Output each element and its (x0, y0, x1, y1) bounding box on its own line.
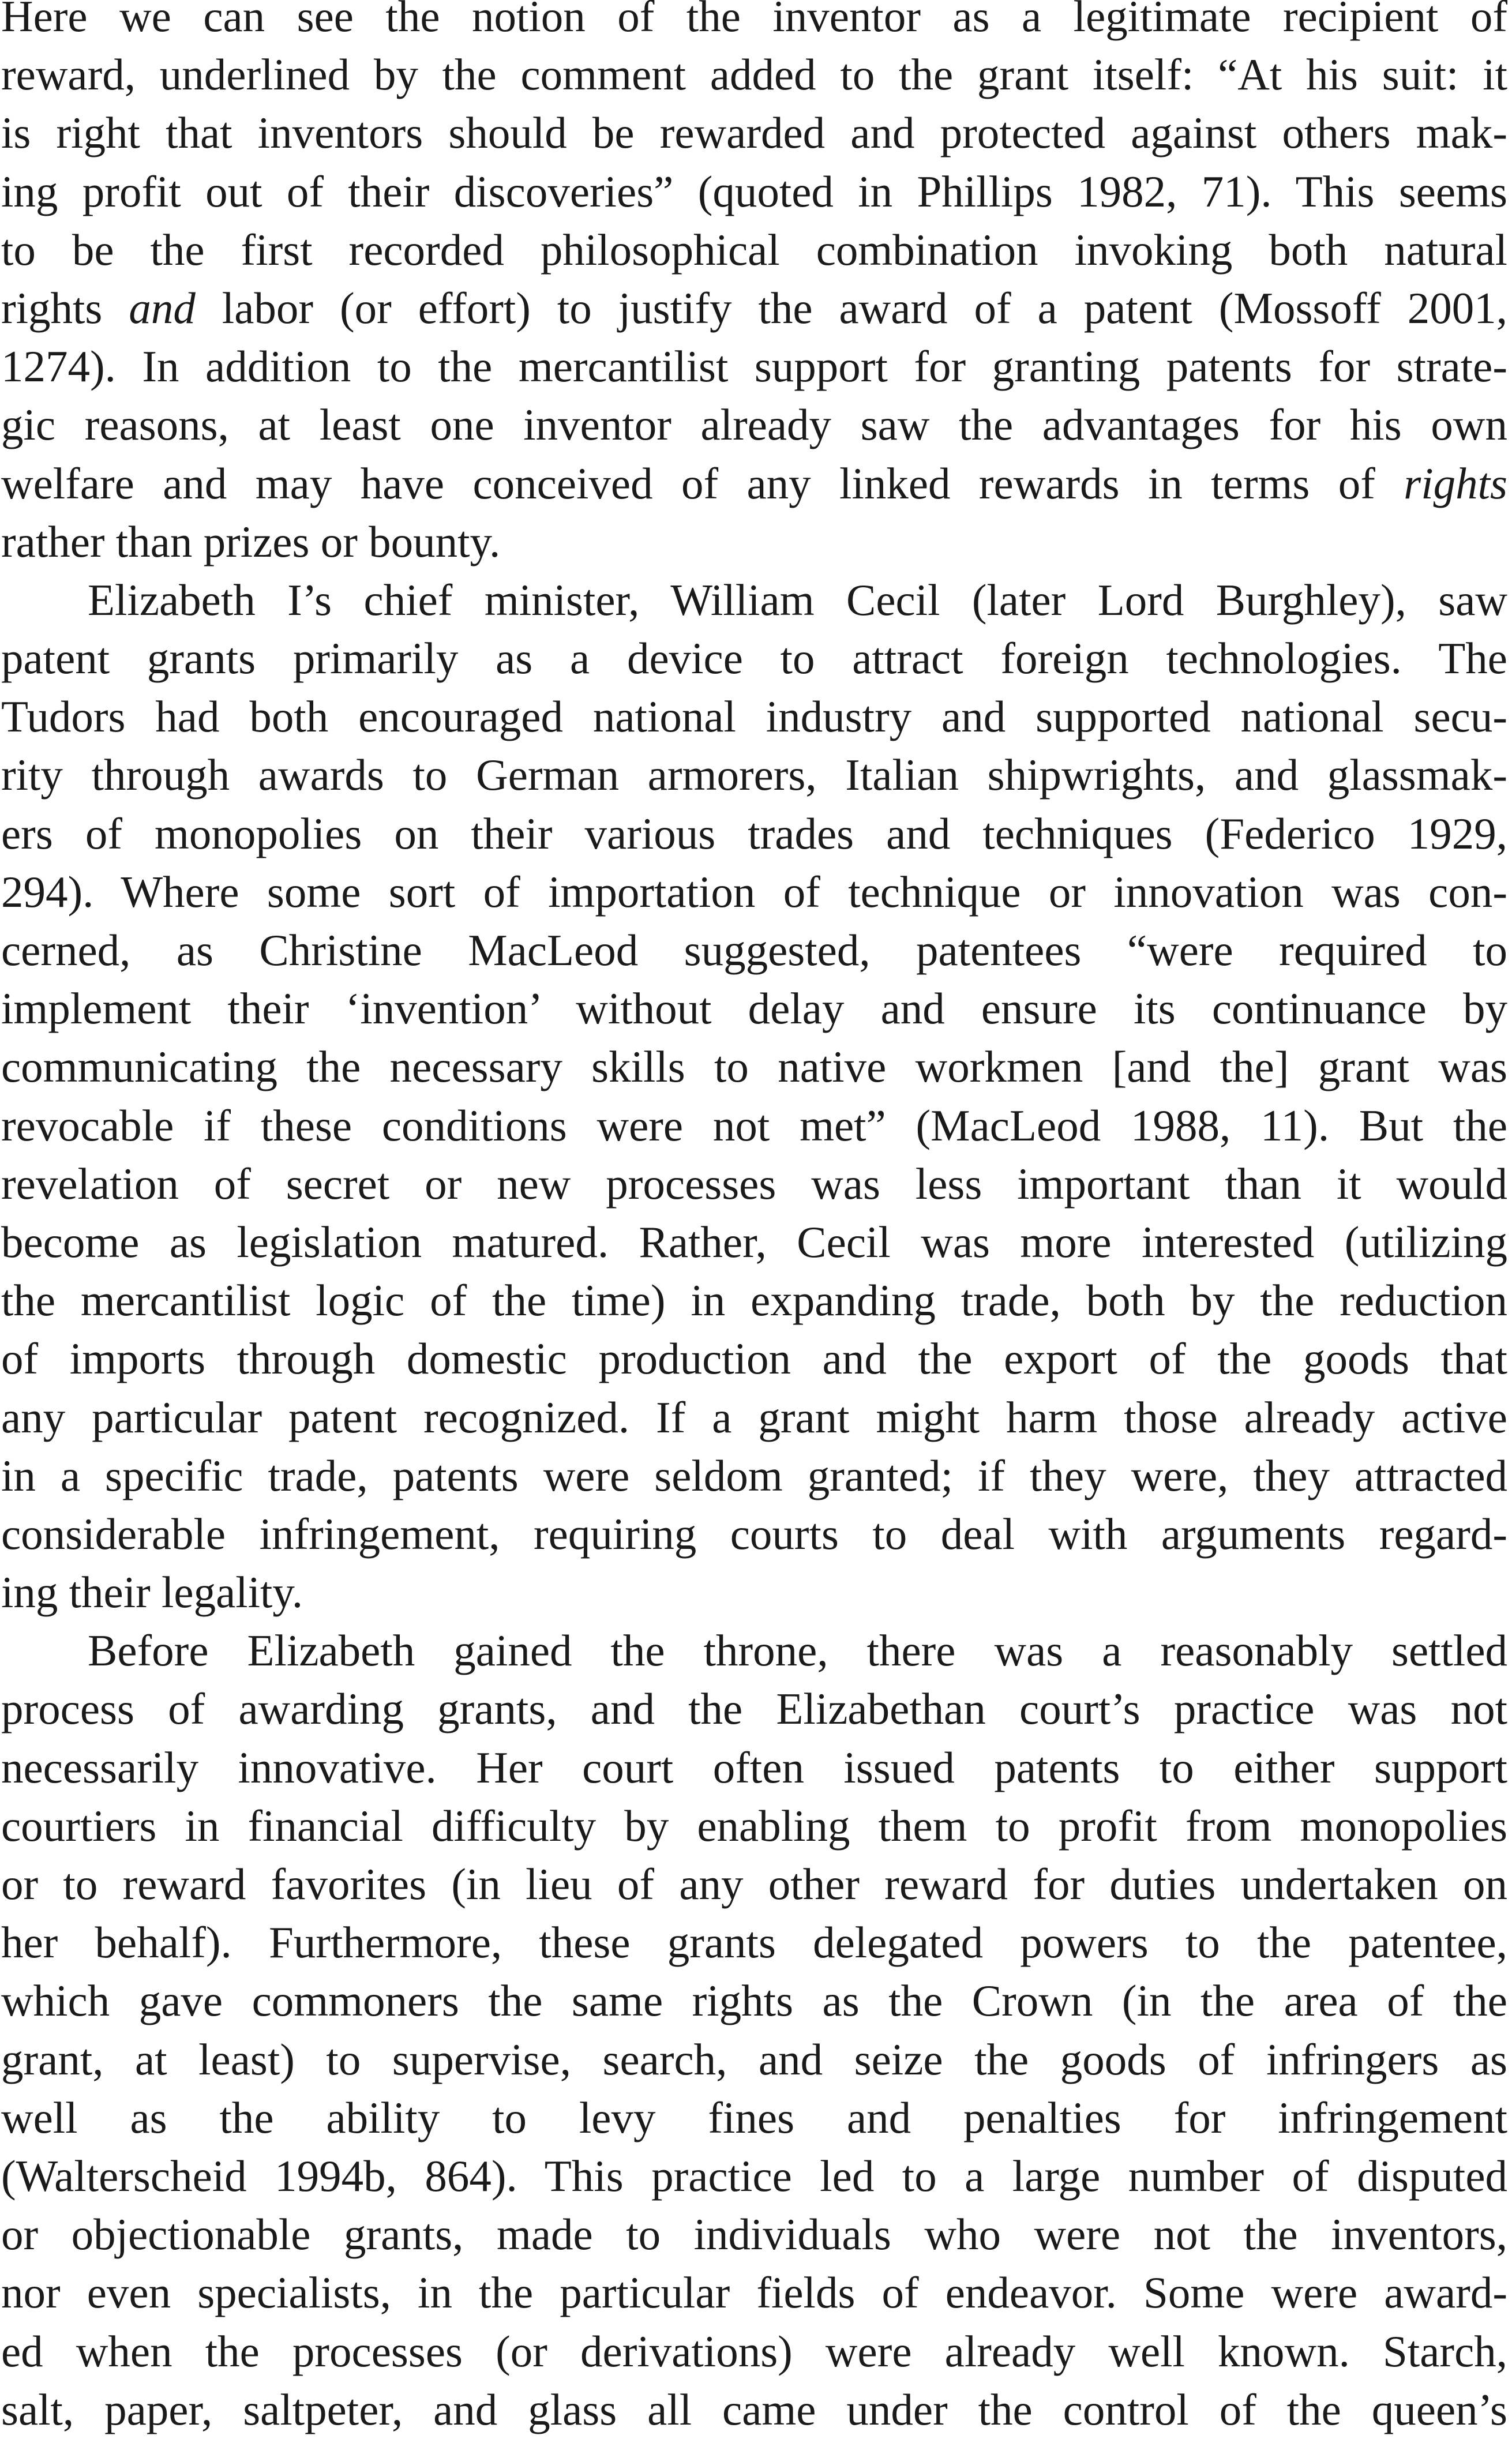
body-text (1, 0, 1507, 2439)
text-line: necessarily innovative. Her court often issued patents to either support (1, 1742, 1507, 1792)
text-line: reward, underlined by the comment added to the grant itself: “At his suit: it (1, 50, 1507, 100)
text-line: the mercantilist logic of the time) in expanding trade, both by the reduction (1, 1275, 1507, 1326)
text-line: considerable infringement, requiring courts to deal with arguments regard- (1, 1509, 1507, 1559)
text-line: welfare and may have conceived of any linked rewards in terms of rights (1, 458, 1507, 508)
text-line: which gave commoners the same rights as the Crown (in the area of the (1, 1976, 1507, 2026)
text-line: cerned, as Christine MacLeod suggested, patentees “were required to (1, 925, 1507, 975)
text-line: ed when the processes (or derivations) were already well known. Starch, (1, 2326, 1507, 2376)
text-line: revelation of secret or new processes was less important than it would (1, 1158, 1507, 1209)
emphasis: and (129, 283, 196, 333)
text-line: is right that inventors should be rewarded and protected against others mak- (1, 108, 1507, 158)
text-line: in a specific trade, patents were seldom granted; if they were, they attracted (1, 1450, 1507, 1500)
text-line: or objectionable grants, made to individuals who were not the inventors, (1, 2209, 1507, 2260)
text-line: become as legislation matured. Rather, Cecil was more interested (utilizing (1, 1217, 1507, 1267)
text-line: ing their legality. (1, 1567, 303, 1618)
text-line: process of awarding grants, and the Elizabethan court’s practice was not (1, 1684, 1507, 1734)
text-line: her behalf). Furthermore, these grants delegated powers to the patentee, (1, 1918, 1507, 1968)
paragraph (1, 1622, 1507, 2439)
text-line: Tudors had both encouraged national industry and supported national secu- (1, 692, 1507, 742)
text-line: patent grants primarily as a device to attract foreign technologies. The (1, 633, 1507, 684)
text-line: of imports through domestic production and the export of the goods that (1, 1334, 1507, 1384)
text-line: Here we can see the notion of the inventor as a legitimate recipient of (1, 0, 1507, 41)
text-line: ers of monopolies on their various trades and techniques (Federico 1929, (1, 808, 1507, 858)
text-line: salt, paper, saltpeter, and glass all came under the control of the queen’s (1, 2384, 1507, 2434)
text-line: Before Elizabeth gained the throne, there was a reasonably settled (88, 1626, 1507, 1676)
text-line: 294). Where some sort of importation of technique or innovation was con- (1, 866, 1507, 917)
text-line: ing profit out of their discoveries” (quoted in Phillips 1982, 71). This seems (1, 166, 1507, 216)
text-line: any particular patent recognized. If a grant might harm those already active (1, 1392, 1507, 1442)
text-line: or to reward favorites (in lieu of any other reward for duties undertaken on (1, 1859, 1507, 1909)
text-line: revocable if these conditions were not met” (MacLeod 1988, 11). But the (1, 1100, 1507, 1150)
paragraph (1, 0, 1507, 571)
paragraph (1, 571, 1507, 1622)
text-line: rights and labor (or effort) to justify the award of a patent (Mossoff 2001, (1, 283, 1507, 333)
text-line: well as the ability to levy fines and penalties for infringement (1, 2092, 1507, 2142)
text-line: communicating the necessary skills to native workmen [and the] grant was (1, 1042, 1507, 1092)
text-line: 1274). In addition to the mercantilist support for granting patents for strate- (1, 342, 1507, 392)
text-line: gic reasons, at least one inventor already saw the advantages for his own (1, 400, 1507, 450)
text-line: implement their ‘invention’ without delay and ensure its continuance by (1, 984, 1507, 1034)
text-line: grant, at least) to supervise, search, and seize the goods of infringers as (1, 2034, 1507, 2084)
text-line: rity through awards to German armorers, Italian shipwrights, and glassmak- (1, 750, 1507, 800)
text-line: rather than prizes or bounty. (1, 516, 501, 566)
text-line: to be the first recorded philosophical combination invoking both natural (1, 224, 1507, 275)
emphasis: rights (1404, 458, 1507, 508)
text-line: (Walterscheid 1994b, 864). This practice led to a large number of disputed (1, 2151, 1507, 2201)
text-line: nor even specialists, in the particular fields of endeavor. Some were award- (1, 2268, 1507, 2318)
text-line: Elizabeth I’s chief minister, William Cecil (later Lord Burghley), saw (88, 575, 1507, 625)
text-line: courtiers in financial difficulty by enabling them to profit from monopolies (1, 1800, 1507, 1851)
